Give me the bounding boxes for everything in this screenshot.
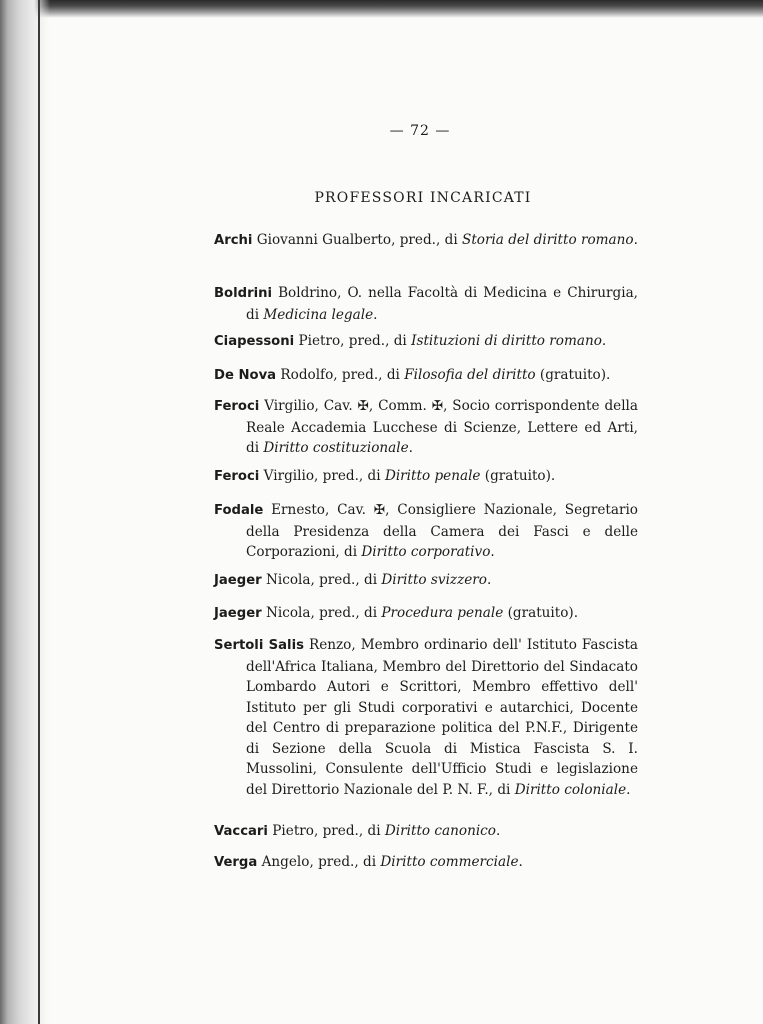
course-subject: Diritto costituzionale (263, 440, 409, 456)
entry-details: Nicola, pred., di (261, 605, 382, 621)
entry-suffix: . (486, 572, 492, 588)
professor-entry (214, 466, 638, 488)
course-subject: Diritto penale (384, 468, 481, 484)
professor-entry (214, 396, 638, 459)
professor-surname: Feroci (214, 399, 260, 414)
professor-entry (214, 570, 638, 592)
entry-suffix: . (490, 544, 495, 560)
scan-top-edge (0, 0, 763, 18)
professor-entry (214, 852, 638, 874)
course-subject: Diritto corporativo (361, 544, 491, 560)
professor-surname: Verga (214, 855, 258, 870)
professor-surname: Boldrini (214, 286, 273, 301)
course-subject: Filosofia del diritto (404, 367, 536, 383)
entry-details: Pietro, pred., di (294, 333, 412, 349)
course-subject: Diritto commerciale (380, 854, 519, 870)
course-subject: Procedura penale (381, 605, 504, 621)
entry-suffix: . (518, 854, 523, 870)
professor-surname: Jaeger (214, 606, 262, 621)
entry-details: Boldrino, O. nella Facoltà di Medicina e Chirurgia, di (246, 285, 638, 323)
course-subject: Medicina legale (263, 306, 374, 323)
page-number: — 72 — (389, 123, 451, 139)
professor-surname: Fodale (214, 503, 264, 518)
professor-surname: Jaeger (214, 573, 262, 588)
professor-entry (214, 603, 638, 625)
entry-details: Pietro, pred., di (267, 823, 385, 839)
entry-details: Giovanni Gualberto, pred., di (252, 232, 462, 248)
entry-suffix: (gratuito). (480, 468, 556, 484)
entry-details: Angelo, pred., di (257, 854, 381, 870)
professor-entry (214, 283, 638, 325)
professor-surname: Archi (214, 233, 253, 248)
professor-entry (214, 821, 638, 843)
course-subject: Storia del diritto romano (462, 232, 634, 248)
course-subject: Istituzioni di diritto romano (411, 333, 602, 349)
professor-surname: Ciapessoni (214, 334, 295, 349)
entry-details: Virgilio, Cav. ✠, Comm. ✠, Socio corrispondente della Reale Accademia Lucchese di Scienze, Lettere ed Arti, di (246, 398, 638, 456)
course-subject: Diritto canonico (384, 823, 496, 839)
professor-entry (214, 500, 638, 563)
course-subject: Diritto svizzero (381, 572, 487, 588)
entry-details: Nicola, pred., di (261, 572, 382, 588)
section-heading: PROFESSORI INCARICATI (314, 190, 532, 206)
professor-surname: De Nova (214, 368, 277, 383)
entry-suffix: . (373, 306, 378, 323)
professor-entry (214, 365, 638, 387)
entry-suffix: (gratuito). (503, 605, 579, 621)
professor-entry (214, 635, 638, 800)
entry-suffix: . (601, 333, 607, 349)
entry-details: Rodolfo, pred., di (276, 367, 405, 383)
entry-suffix: . (495, 823, 501, 839)
professor-surname: Vaccari (214, 824, 268, 839)
entry-suffix: (gratuito). (535, 367, 611, 383)
entry-details: Ernesto, Cav. ✠, Consigliere Nazionale, Segretario della Presidenza della Camera dei Fasci e delle Corporazioni, di (246, 502, 638, 560)
professor-surname: Sertoli Salis (214, 638, 304, 653)
entry-suffix: . (633, 232, 638, 248)
professor-surname: Feroci (214, 469, 260, 484)
professor-entry (214, 331, 638, 353)
entry-details: Renzo, Membro ordinario dell' Istituto Fascista dell'Africa Italiana, Membro del Direttorio del Sindacato Lombardo Autori e Scrittori, Membro effettivo dell' Istituto per gli Studi corporativi e autarchici, Docente del Centro di preparazione politica del P.N.F., Dirigente di Sezione della Scuola di Mistica Fascista S. I. Mussolini, Consulente dell'Ufficio Studi e legislazione del Direttorio Nazionale del P. N. F., di (246, 637, 639, 798)
entry-suffix: . (626, 781, 631, 798)
course-subject: Diritto coloniale (514, 781, 627, 798)
entry-details: Virgilio, pred., di (259, 468, 385, 484)
entry-suffix: . (408, 440, 413, 456)
scan-binding-edge (0, 0, 50, 1024)
professor-entry (214, 230, 638, 252)
